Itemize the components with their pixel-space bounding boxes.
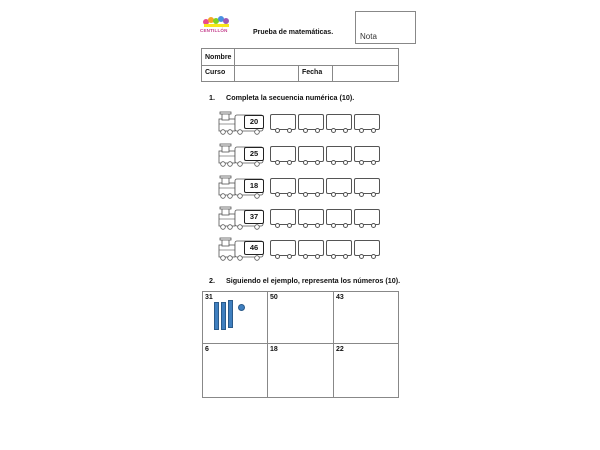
- train-row: [218, 206, 383, 228]
- wheel-icon: [331, 192, 336, 197]
- table-divider: [298, 66, 299, 81]
- wheel-icon: [315, 192, 320, 197]
- grade-box[interactable]: [355, 11, 416, 44]
- blank-wagon[interactable]: [270, 178, 296, 194]
- train-row: [218, 237, 383, 259]
- train-row: [218, 143, 383, 165]
- wheel-icon: [303, 160, 308, 165]
- question2-number: 2.: [209, 276, 215, 285]
- blank-wagon[interactable]: [298, 178, 324, 194]
- wheel-icon: [343, 128, 348, 133]
- wheel-icon: [331, 128, 336, 133]
- start-number-box: 25: [244, 147, 264, 161]
- wheel-icon: [371, 192, 376, 197]
- blank-wagon[interactable]: [354, 240, 380, 256]
- cell-number: 22: [336, 346, 344, 353]
- course-label: Curso: [205, 69, 226, 76]
- wheel-icon: [343, 223, 348, 228]
- wheel-icon: [331, 223, 336, 228]
- grid-cell[interactable]: [203, 292, 268, 344]
- wheel-icon: [359, 223, 364, 228]
- date-label: Fecha: [302, 69, 323, 76]
- name-label: Nombre: [205, 54, 232, 61]
- start-number-box: 46: [244, 241, 264, 255]
- blank-wagon[interactable]: [298, 240, 324, 256]
- wheel-icon: [371, 160, 376, 165]
- wheel-icon: [275, 160, 280, 165]
- wheel-icon: [287, 254, 292, 259]
- wheel-icon: [315, 254, 320, 259]
- grid-cell[interactable]: [203, 344, 268, 397]
- wheel-icon: [343, 192, 348, 197]
- wheel-icon: [275, 128, 280, 133]
- wheel-icon: [315, 223, 320, 228]
- question2-text: Siguiendo el ejemplo, representa los números (10).: [226, 276, 401, 285]
- number-representation-grid: [202, 291, 399, 398]
- wheel-icon: [303, 128, 308, 133]
- blank-wagon[interactable]: [354, 209, 380, 225]
- question1-text: Completa la secuencia numérica (10).: [226, 93, 355, 102]
- tens-rod: [214, 302, 219, 330]
- blank-wagon[interactable]: [270, 146, 296, 162]
- grid-cell[interactable]: [268, 292, 334, 344]
- wheel-icon: [371, 223, 376, 228]
- blank-wagon[interactable]: [354, 178, 380, 194]
- blank-wagon[interactable]: [326, 178, 352, 194]
- blank-wagon[interactable]: [326, 146, 352, 162]
- blank-wagon[interactable]: [270, 209, 296, 225]
- blank-wagon[interactable]: [270, 240, 296, 256]
- blank-wagon[interactable]: [298, 146, 324, 162]
- blank-wagon[interactable]: [270, 114, 296, 130]
- cell-number: 50: [270, 294, 278, 301]
- table-divider: [332, 66, 333, 81]
- start-number-box: 20: [244, 115, 264, 129]
- tens-rod: [221, 302, 226, 330]
- wheel-icon: [287, 223, 292, 228]
- wheel-icon: [275, 192, 280, 197]
- grid-cell[interactable]: [334, 344, 398, 397]
- blank-wagon[interactable]: [298, 114, 324, 130]
- start-number-box: 18: [244, 179, 264, 193]
- question1-number: 1.: [209, 93, 215, 102]
- wheel-icon: [287, 160, 292, 165]
- student-info-table: [201, 48, 399, 82]
- blank-wagon[interactable]: [326, 114, 352, 130]
- grid-cell[interactable]: [268, 344, 334, 397]
- wheel-icon: [331, 254, 336, 259]
- start-number-box: 37: [244, 210, 264, 224]
- train-row: [218, 111, 383, 133]
- cell-number: 18: [270, 346, 278, 353]
- logo-text: CENTILLÓN: [200, 28, 228, 33]
- wheel-icon: [315, 160, 320, 165]
- blank-wagon[interactable]: [354, 146, 380, 162]
- blank-wagon[interactable]: [298, 209, 324, 225]
- wheel-icon: [303, 192, 308, 197]
- wheel-icon: [359, 254, 364, 259]
- wheel-icon: [287, 192, 292, 197]
- wheel-icon: [343, 254, 348, 259]
- wheel-icon: [303, 254, 308, 259]
- wheel-icon: [275, 254, 280, 259]
- wheel-icon: [359, 192, 364, 197]
- blank-wagon[interactable]: [326, 240, 352, 256]
- cell-number: 6: [205, 346, 209, 353]
- wheel-icon: [343, 160, 348, 165]
- wheel-icon: [275, 223, 280, 228]
- blank-wagon[interactable]: [354, 114, 380, 130]
- tens-rod: [228, 300, 233, 328]
- grade-box-label: Nota: [360, 32, 377, 41]
- wheel-icon: [359, 128, 364, 133]
- wheel-icon: [303, 223, 308, 228]
- wheel-icon: [359, 160, 364, 165]
- blank-wagon[interactable]: [326, 209, 352, 225]
- table-divider: [234, 49, 235, 81]
- wheel-icon: [331, 160, 336, 165]
- page-title: Prueba de matemáticas.: [253, 29, 334, 36]
- cell-number: 43: [336, 294, 344, 301]
- grid-cell[interactable]: [334, 292, 398, 344]
- wheel-icon: [371, 254, 376, 259]
- unit-cube: [238, 304, 245, 311]
- train-row: [218, 175, 383, 197]
- wheel-icon: [315, 128, 320, 133]
- wheel-icon: [287, 128, 292, 133]
- wheel-icon: [371, 128, 376, 133]
- cell-number: 31: [205, 294, 213, 301]
